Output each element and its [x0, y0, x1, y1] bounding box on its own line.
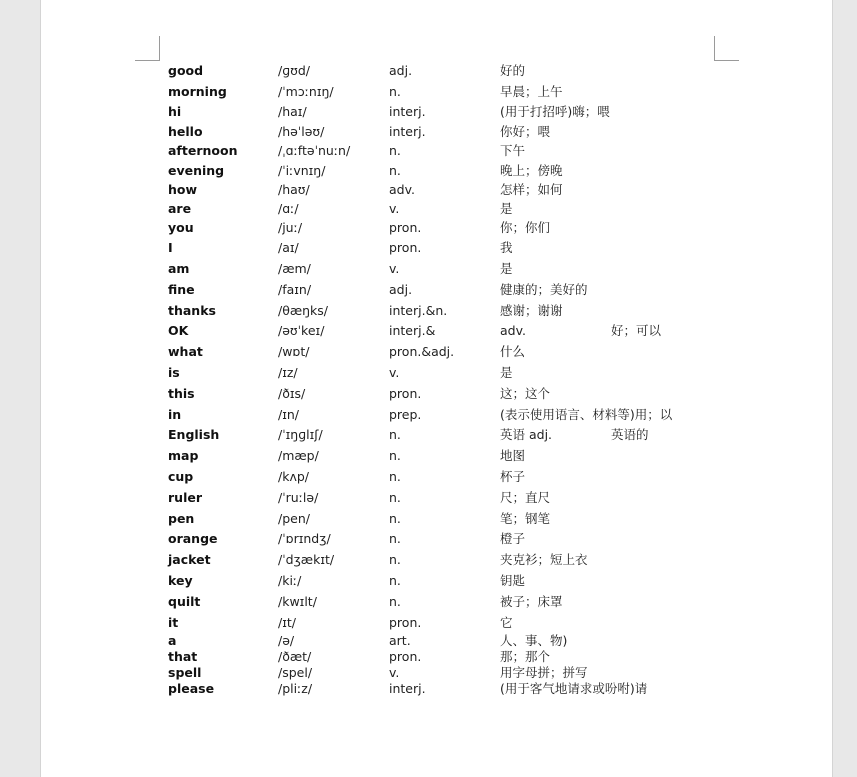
- vocab-word: is: [168, 365, 180, 380]
- vocab-row: [41, 510, 832, 528]
- vocab-row: [41, 302, 832, 320]
- vocab-phonetic: /ɪt/: [278, 615, 296, 630]
- vocab-row: [41, 489, 832, 507]
- vocab-word: thanks: [168, 303, 216, 318]
- vocab-phonetic: /haɪ/: [278, 104, 307, 119]
- vocab-meaning: 好的: [500, 63, 526, 78]
- vocab-meaning: 那；那个: [500, 649, 551, 664]
- vocab-word: spell: [168, 665, 202, 680]
- vocab-word: key: [168, 573, 193, 588]
- vocab-phonetic: /ðɪs/: [278, 386, 306, 401]
- vocab-part-of-speech: n.: [389, 573, 401, 588]
- vocab-part-of-speech: interj.: [389, 124, 426, 139]
- vocab-meaning: 晚上；傍晚: [500, 163, 563, 178]
- vocab-phonetic: /ˈruːlə/: [278, 490, 319, 505]
- vocab-part-of-speech: v.: [389, 261, 400, 276]
- vocab-meaning: 你好；喂: [500, 124, 551, 139]
- vocab-meaning: 笔；钢笔: [500, 511, 551, 526]
- vocab-word: pen: [168, 511, 195, 526]
- vocab-row: [41, 123, 832, 141]
- vocab-part-of-speech: n.: [389, 448, 401, 463]
- vocab-word: you: [168, 220, 194, 235]
- vocab-phonetic: /aɪ/: [278, 240, 299, 255]
- vocab-meaning: 怎样；如何: [500, 182, 563, 197]
- vocab-row: [41, 593, 832, 611]
- vocab-meaning: adv.: [500, 323, 526, 338]
- vocab-word: English: [168, 427, 220, 442]
- vocab-part-of-speech: interj.&n.: [389, 303, 448, 318]
- vocab-word: what: [168, 344, 203, 359]
- vocab-meaning: 你；你们: [500, 220, 551, 235]
- vocab-meaning: 什么: [500, 344, 526, 359]
- vocab-word: jacket: [168, 552, 211, 567]
- vocab-part-of-speech: n.: [389, 427, 401, 442]
- vocab-part-of-speech: adj.: [389, 63, 413, 78]
- vocab-part-of-speech: n.: [389, 143, 401, 158]
- vocab-part-of-speech: pron.: [389, 220, 422, 235]
- vocab-phonetic: /ˈɒrɪndʒ/: [278, 531, 331, 546]
- margin-corner-top-right: [714, 36, 739, 61]
- vocab-phonetic: /ˈɪŋɡlɪʃ/: [278, 427, 323, 442]
- vocab-meaning: 是: [500, 365, 513, 380]
- vocab-word: hi: [168, 104, 182, 119]
- vocab-phonetic: /ɑː/: [278, 201, 299, 216]
- vocab-meaning: 人、事、物): [500, 633, 568, 648]
- vocab-meaning: (用于客气地请求或吩咐)请: [500, 681, 648, 696]
- vocab-part-of-speech: interj.&: [389, 323, 436, 338]
- vocab-meaning: 这；这个: [500, 386, 551, 401]
- vocab-word: please: [168, 681, 215, 696]
- vocab-row: [41, 680, 832, 698]
- vocab-part-of-speech: n.: [389, 531, 401, 546]
- vocab-part-of-speech: pron.: [389, 615, 422, 630]
- vocab-part-of-speech: n.: [389, 84, 401, 99]
- vocab-meaning: 健康的；美好的: [500, 282, 588, 297]
- vocab-part-of-speech: v.: [389, 665, 400, 680]
- vocab-row: [41, 364, 832, 382]
- vocab-word: hello: [168, 124, 203, 139]
- vocab-meaning: 尺；直尺: [500, 490, 551, 505]
- vocab-part-of-speech: pron.: [389, 649, 422, 664]
- vocab-phonetic: /faɪn/: [278, 282, 312, 297]
- vocab-part-of-speech: n.: [389, 163, 401, 178]
- vocab-row: [41, 551, 832, 569]
- vocab-word: map: [168, 448, 199, 463]
- vocab-meaning: 早晨；上午: [500, 84, 563, 99]
- vocab-phonetic: /pliːz/: [278, 681, 313, 696]
- vocab-phonetic: /æm/: [278, 261, 311, 276]
- vocab-meaning: 被子；床罩: [500, 594, 563, 609]
- vocab-row: [41, 447, 832, 465]
- vocab-word: quilt: [168, 594, 201, 609]
- vocab-meaning: 是: [500, 201, 513, 216]
- vocab-meaning: 夹克衫；短上衣: [500, 552, 588, 567]
- document-page: [40, 0, 833, 777]
- vocab-phonetic: /haʊ/: [278, 182, 310, 197]
- vocab-word: evening: [168, 163, 225, 178]
- vocab-phonetic: /kwɪlt/: [278, 594, 317, 609]
- vocab-word: how: [168, 182, 198, 197]
- vocab-phonetic: /ˈmɔːnɪŋ/: [278, 84, 334, 99]
- vocab-phonetic: /ɪn/: [278, 407, 299, 422]
- vocab-meaning: 用字母拼；拼写: [500, 665, 588, 680]
- vocab-word: am: [168, 261, 190, 276]
- vocab-phonetic: /wɒt/: [278, 344, 310, 359]
- vocab-part-of-speech: n.: [389, 490, 401, 505]
- vocab-phonetic: /juː/: [278, 220, 303, 235]
- vocab-meaning: 是: [500, 261, 513, 276]
- vocab-part-of-speech: interj.: [389, 681, 426, 696]
- vocab-part-of-speech: n.: [389, 511, 401, 526]
- vocab-word: this: [168, 386, 195, 401]
- vocab-word: orange: [168, 531, 218, 546]
- vocab-row: [41, 260, 832, 278]
- vocab-word: it: [168, 615, 179, 630]
- vocab-phonetic: /mæp/: [278, 448, 319, 463]
- vocab-meaning: 下午: [500, 143, 526, 158]
- vocab-row: [41, 572, 832, 590]
- vocab-word: a: [168, 633, 177, 648]
- vocab-phonetic: /spel/: [278, 665, 313, 680]
- vocab-row: [41, 530, 832, 548]
- vocab-row: [41, 281, 832, 299]
- vocab-row: [41, 142, 832, 160]
- vocab-meaning: (用于打招呼)嗨；喂: [500, 104, 610, 119]
- vocab-word: that: [168, 649, 198, 664]
- vocab-meaning: 它: [500, 615, 513, 630]
- vocab-phonetic: /ɪz/: [278, 365, 298, 380]
- vocab-word: OK: [168, 323, 189, 338]
- vocab-phonetic: /ɡʊd/: [278, 63, 311, 78]
- vocab-meaning: 我: [500, 240, 513, 255]
- vocab-phonetic: /əʊˈkeɪ/: [278, 323, 325, 338]
- vocab-phonetic: /ˈiːvnɪŋ/: [278, 163, 326, 178]
- vocab-meaning: 英语 adj.: [500, 427, 553, 442]
- margin-corner-top-left: [135, 36, 160, 61]
- vocab-phonetic: /pen/: [278, 511, 310, 526]
- vocab-meaning: 地图: [500, 448, 526, 463]
- vocab-phonetic: /ðæt/: [278, 649, 312, 664]
- vocab-word: afternoon: [168, 143, 238, 158]
- vocab-part-of-speech: art.: [389, 633, 411, 648]
- vocab-row: [41, 200, 832, 218]
- vocab-meaning-extra: 英语的: [611, 427, 649, 442]
- vocab-row: [41, 385, 832, 403]
- vocab-part-of-speech: pron.: [389, 240, 422, 255]
- vocab-meaning: 橙子: [500, 531, 526, 546]
- vocab-row: [41, 162, 832, 180]
- vocab-meaning-extra: 好；可以: [611, 323, 662, 338]
- vocab-part-of-speech: n.: [389, 552, 401, 567]
- vocab-phonetic: /ə/: [278, 633, 295, 648]
- vocab-part-of-speech: interj.: [389, 104, 426, 119]
- vocab-word: fine: [168, 282, 195, 297]
- vocab-phonetic: /ˈdʒækɪt/: [278, 552, 335, 567]
- vocab-word: are: [168, 201, 192, 216]
- vocab-word: in: [168, 407, 182, 422]
- vocab-row: [41, 103, 832, 121]
- vocab-word: good: [168, 63, 204, 78]
- vocab-row: [41, 614, 832, 632]
- vocab-meaning: 感谢；谢谢: [500, 303, 563, 318]
- vocab-row: [41, 62, 832, 80]
- vocab-row: [41, 406, 832, 424]
- vocab-row: [41, 468, 832, 486]
- vocab-row: [41, 343, 832, 361]
- vocab-part-of-speech: pron.: [389, 386, 422, 401]
- vocab-part-of-speech: n.: [389, 594, 401, 609]
- vocab-word: morning: [168, 84, 227, 99]
- vocab-part-of-speech: n.: [389, 469, 401, 484]
- vocab-row: [41, 426, 832, 444]
- vocab-part-of-speech: adv.: [389, 182, 415, 197]
- vocab-meaning: 杯子: [500, 469, 526, 484]
- vocab-word: cup: [168, 469, 194, 484]
- vocab-word: ruler: [168, 490, 202, 505]
- vocab-phonetic: /θæŋks/: [278, 303, 329, 318]
- vocab-part-of-speech: prep.: [389, 407, 422, 422]
- vocab-meaning: 钥匙: [500, 573, 526, 588]
- vocab-meaning: (表示使用语言、材料等)用；以: [500, 407, 673, 422]
- vocab-phonetic: /kiː/: [278, 573, 302, 588]
- vocab-phonetic: /ˌɑːftəˈnuːn/: [278, 143, 351, 158]
- vocab-part-of-speech: adj.: [389, 282, 413, 297]
- vocab-part-of-speech: pron.&adj.: [389, 344, 455, 359]
- vocab-row: [41, 83, 832, 101]
- vocab-part-of-speech: v.: [389, 365, 400, 380]
- vocab-word: I: [168, 240, 173, 255]
- vocab-row: [41, 181, 832, 199]
- vocab-row: [41, 239, 832, 257]
- vocab-row: [41, 219, 832, 237]
- vocab-row: [41, 322, 832, 340]
- vocab-phonetic: /kʌp/: [278, 469, 309, 484]
- vocab-phonetic: /həˈləʊ/: [278, 124, 325, 139]
- vocab-part-of-speech: v.: [389, 201, 400, 216]
